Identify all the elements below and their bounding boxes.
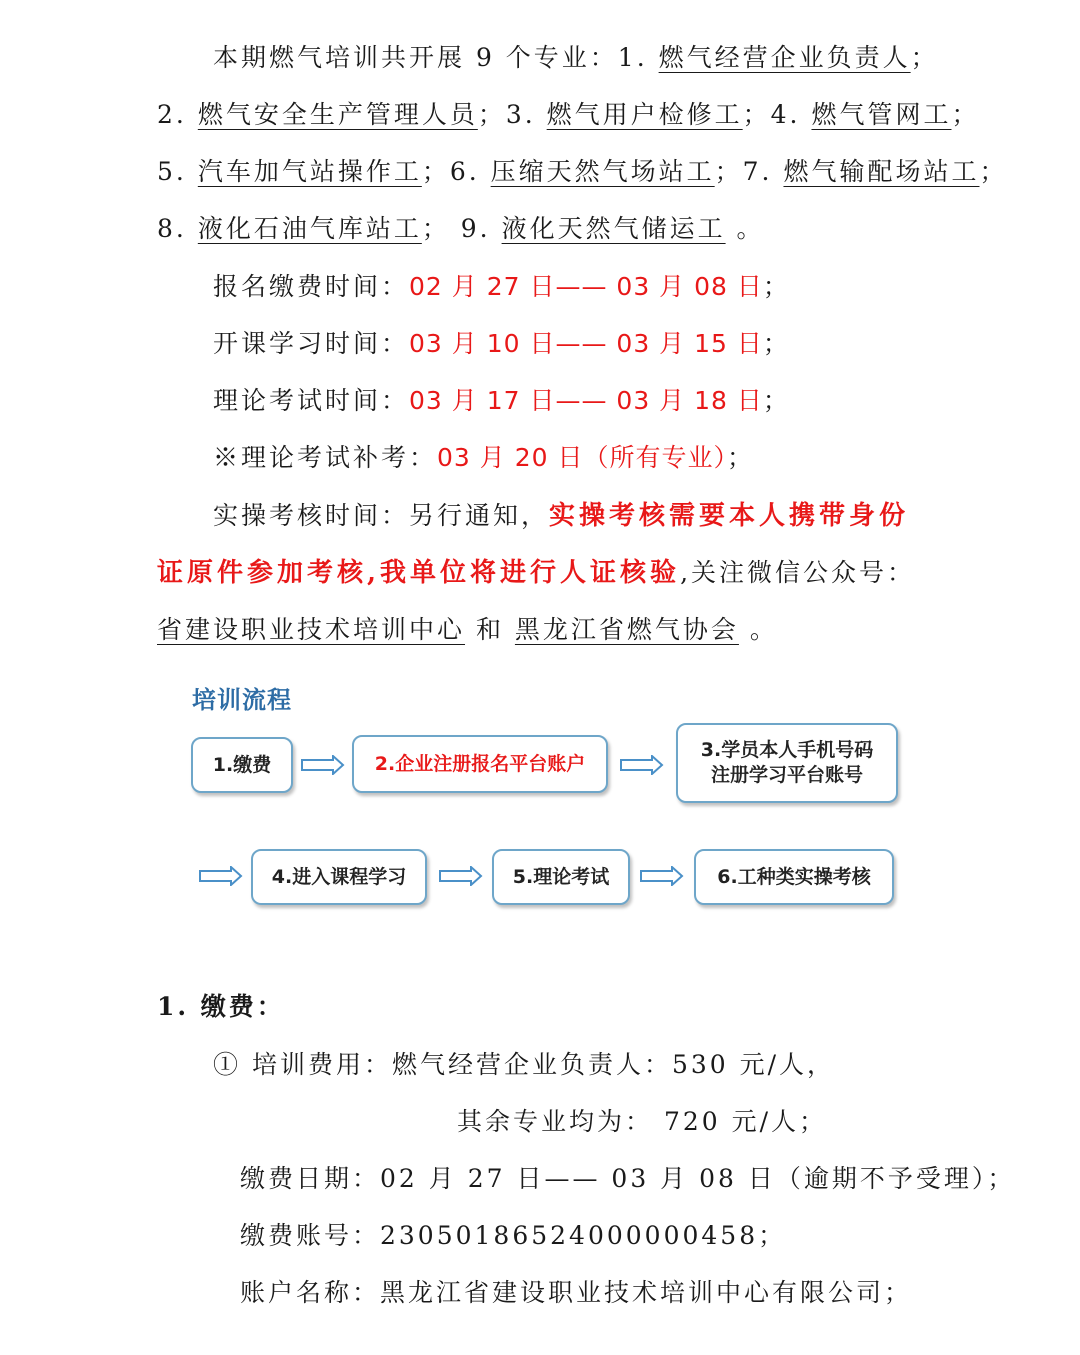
fee-heading: 1. 缴费： xyxy=(157,992,285,1021)
num: 2. xyxy=(157,100,198,129)
schedule-value: 02 月 27 日—— 03 月 08 日 xyxy=(409,272,763,301)
flow-step-2 xyxy=(352,735,608,793)
arrow-right-icon xyxy=(199,866,243,886)
major-5: 汽车加气站操作工 xyxy=(197,157,422,186)
major-6: 压缩天然气场站工 xyxy=(490,157,715,186)
num: ； 9. xyxy=(421,214,502,243)
punct: ； xyxy=(979,157,1008,186)
flow-step-label: 1.缴费 xyxy=(212,753,272,776)
major-4: 燃气管网工 xyxy=(811,100,952,129)
practical-line-3 xyxy=(157,614,778,646)
flow-step-label: 注册学习平台账号 xyxy=(710,764,863,786)
punct: ； xyxy=(726,443,755,472)
practical-line-1 xyxy=(213,500,909,532)
num: ；3. xyxy=(477,100,547,129)
schedule-exam xyxy=(213,385,791,417)
fee-line-1: ① 培训费用：燃气经营企业负责人：530 元/人， xyxy=(213,1050,836,1079)
major-9: 液化天然气储运工 xyxy=(501,214,726,243)
fee-account-name: 账户名称：黑龙江省建设职业技术培训中心有限公司； xyxy=(240,1278,913,1307)
flow-step-6 xyxy=(694,849,894,905)
num: ；7. xyxy=(714,157,784,186)
major-1: 燃气经营企业负责人 xyxy=(658,43,911,72)
flow-step-label: 4.进入课程学习 xyxy=(271,865,407,888)
flow-step-4 xyxy=(251,849,427,905)
flow-step-3 xyxy=(676,723,898,803)
majors-line-1 xyxy=(213,42,939,74)
and-text: 和 xyxy=(465,615,515,644)
num: ；4. xyxy=(742,100,812,129)
schedule-value: 03 月 20 日（所有专业） xyxy=(437,443,727,472)
schedule-label: 报名缴费时间： xyxy=(213,272,410,301)
practical-label: 实操考核时间：另行通知， xyxy=(213,501,550,530)
num: 5. xyxy=(157,157,198,186)
majors-intro: 本期燃气培训共开展 9 个专业：1. xyxy=(213,43,659,72)
punct: 。 xyxy=(738,615,778,644)
wechat-account-2[interactable]: 黑龙江省燃气协会 xyxy=(514,615,739,644)
arrow-right-icon xyxy=(439,866,483,886)
punct: 。 xyxy=(725,214,765,243)
punct: ； xyxy=(762,272,791,301)
schedule-makeup xyxy=(213,442,755,474)
flow-step-label: 2.企业注册报名平台账户 xyxy=(374,752,586,775)
punct: ； xyxy=(951,100,980,129)
punct: ； xyxy=(762,329,791,358)
majors-line-3 xyxy=(157,156,1008,188)
arrow-right-icon xyxy=(301,755,345,775)
majors-line-4 xyxy=(157,213,765,245)
flow-step-label: 3.学员本人手机号码 xyxy=(700,739,874,761)
fee-date: 缴费日期：02 月 27 日—— 03 月 08 日（逾期不予受理）； xyxy=(240,1164,1016,1193)
punct: ； xyxy=(910,43,939,72)
schedule-value: 03 月 10 日—— 03 月 15 日 xyxy=(409,329,763,358)
flow-title: 培训流程 xyxy=(192,686,292,714)
schedule-label: 理论考试时间： xyxy=(213,386,410,415)
schedule-label: ※理论考试补考： xyxy=(213,443,438,472)
major-8: 液化石油气库站工 xyxy=(197,214,422,243)
schedule-label: 开课学习时间： xyxy=(213,329,410,358)
wechat-account-1[interactable]: 省建设职业技术培训中心 xyxy=(157,615,466,644)
practical-line-2 xyxy=(157,557,915,589)
major-3: 燃气用户检修工 xyxy=(546,100,743,129)
flow-step-1 xyxy=(191,737,293,793)
flow-step-label: 5.理论考试 xyxy=(512,865,610,888)
schedule-signup xyxy=(213,271,791,303)
num: 8. xyxy=(157,214,198,243)
fee-account: 缴费账号：23050186524000000458； xyxy=(240,1221,787,1250)
arrow-right-icon xyxy=(640,866,684,886)
flow-step-label: 6.工种类实操考核 xyxy=(717,865,871,888)
num: ；6. xyxy=(421,157,491,186)
practical-warning: 实操考核需要本人携带身份 xyxy=(549,501,910,531)
schedule-class xyxy=(213,328,791,360)
major-2: 燃气安全生产管理人员 xyxy=(197,100,478,129)
follow-text: ,关注微信公众号： xyxy=(680,558,916,587)
major-7: 燃气输配场站工 xyxy=(783,157,980,186)
flow-step-5 xyxy=(492,849,630,905)
majors-line-2 xyxy=(157,99,980,131)
schedule-value: 03 月 17 日—— 03 月 18 日 xyxy=(409,386,763,415)
punct: ； xyxy=(762,386,791,415)
practical-warning-cont: 证原件参加考核,我单位将进行人证核验 xyxy=(157,558,681,588)
arrow-right-icon xyxy=(620,755,664,775)
fee-line-2: 其余专业均为： 720 元/人； xyxy=(457,1107,828,1136)
